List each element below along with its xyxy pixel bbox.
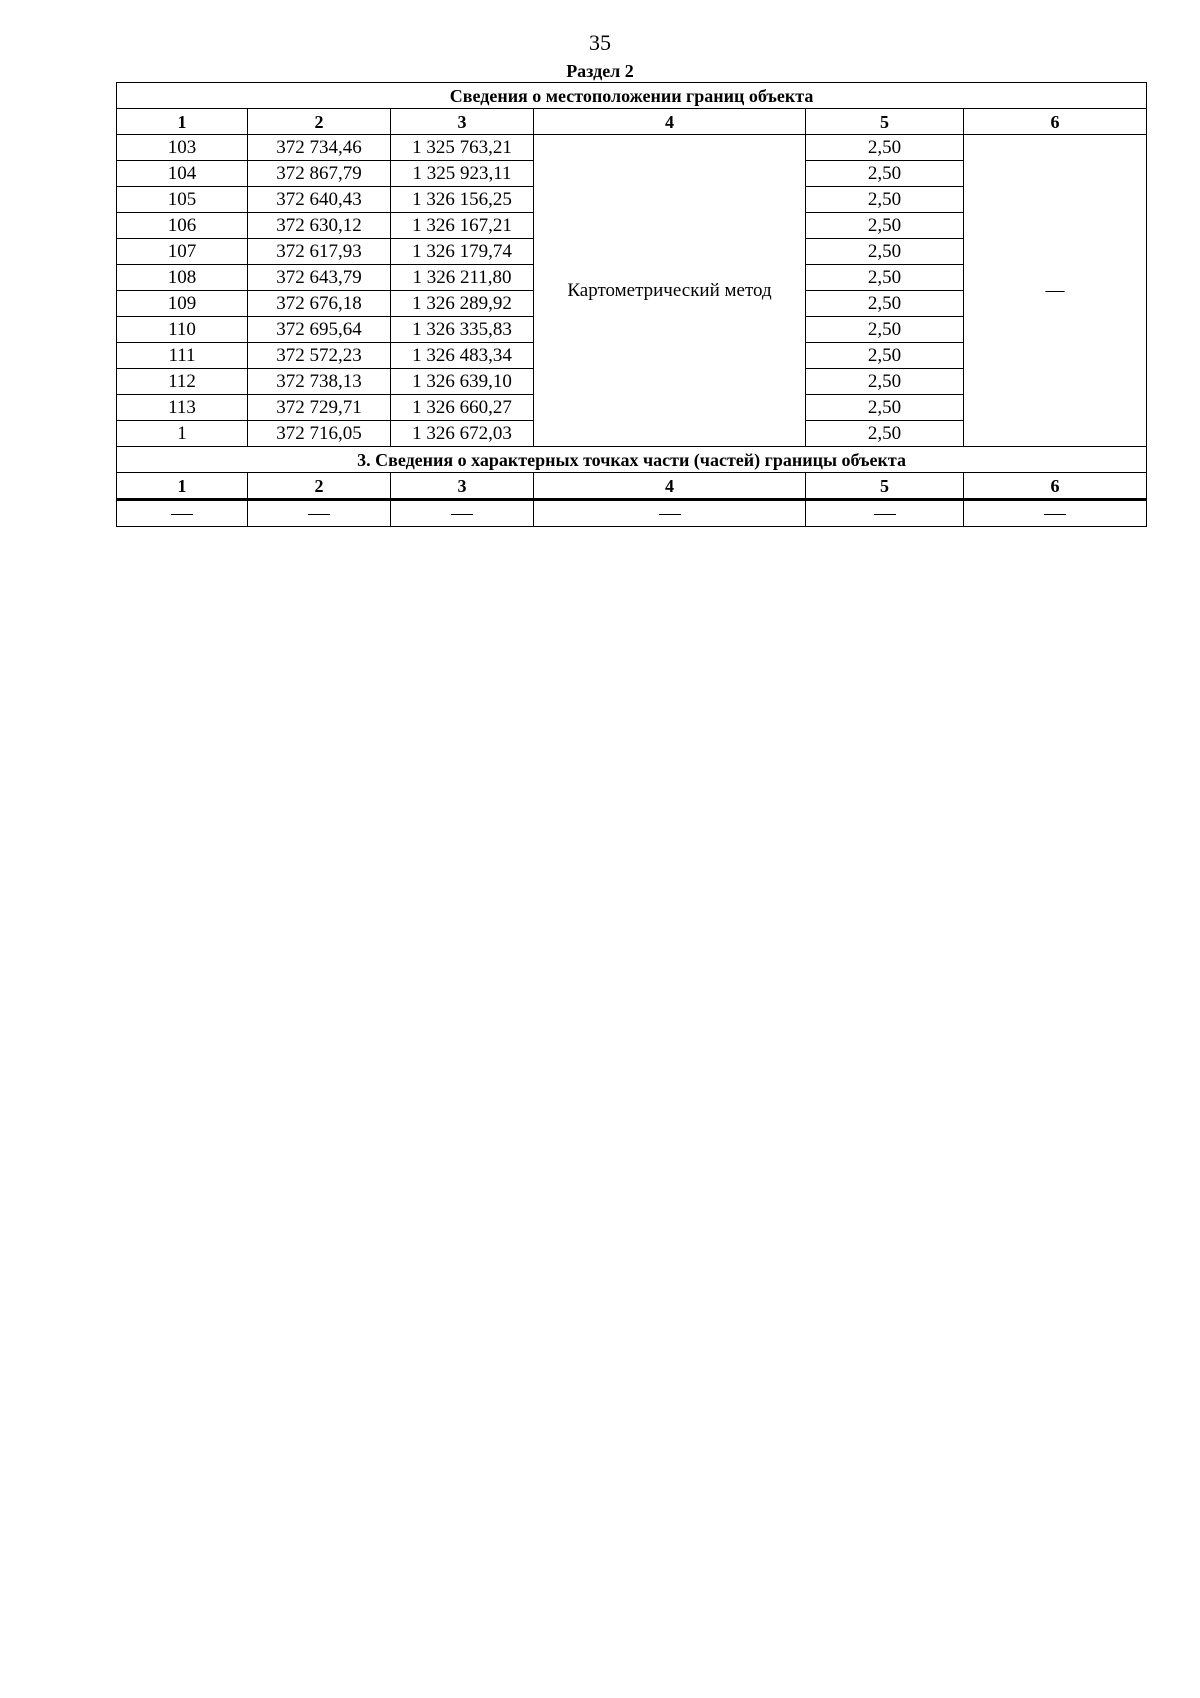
error-cell: 2,50 <box>806 135 964 161</box>
empty-cell <box>806 500 964 527</box>
dash-mark <box>874 514 896 515</box>
page-number: 35 <box>589 30 611 55</box>
error-cell: 2,50 <box>806 187 964 213</box>
empty-cell <box>534 500 806 527</box>
point-number-cell: 1 <box>117 421 248 447</box>
error-cell: 2,50 <box>806 343 964 369</box>
table2-column-numbers <box>117 473 1147 500</box>
table1-title: Сведения о местоположении границ объекта <box>117 83 1147 109</box>
section-title: Раздел 2 <box>566 61 634 81</box>
column-number: 5 <box>806 109 964 135</box>
table2-empty-row <box>117 500 1147 527</box>
point-number-cell: 112 <box>117 369 248 395</box>
point-number-cell: 110 <box>117 317 248 343</box>
error-cell: 2,50 <box>806 161 964 187</box>
table-row <box>117 135 1147 161</box>
dash-mark <box>171 514 193 515</box>
error-cell: 2,50 <box>806 213 964 239</box>
column-number: 4 <box>534 473 806 500</box>
x-coordinate-cell: 372 729,71 <box>248 395 391 421</box>
empty-cell <box>964 500 1147 527</box>
y-coordinate-cell: 1 326 483,34 <box>391 343 534 369</box>
empty-cell <box>248 500 391 527</box>
y-coordinate-cell: 1 326 639,10 <box>391 369 534 395</box>
dash-mark <box>659 514 681 515</box>
table1-column-numbers <box>117 109 1147 135</box>
y-coordinate-cell: 1 326 289,92 <box>391 291 534 317</box>
dash-mark <box>451 514 473 515</box>
y-coordinate-cell: 1 325 923,11 <box>391 161 534 187</box>
y-coordinate-cell: 1 326 211,80 <box>391 265 534 291</box>
error-cell: 2,50 <box>806 395 964 421</box>
column-number: 5 <box>806 473 964 500</box>
error-cell: 2,50 <box>806 369 964 395</box>
y-coordinate-cell: 1 326 672,03 <box>391 421 534 447</box>
table2-title: 3. Сведения о характерных точках части (частей) границы объекта <box>117 447 1147 473</box>
error-cell: 2,50 <box>806 265 964 291</box>
table2-title-row <box>117 447 1147 473</box>
column-number: 2 <box>248 109 391 135</box>
boundary-table <box>116 82 1147 527</box>
error-cell: 2,50 <box>806 291 964 317</box>
y-coordinate-cell: 1 326 335,83 <box>391 317 534 343</box>
point-number-cell: 113 <box>117 395 248 421</box>
column-number: 3 <box>391 109 534 135</box>
error-cell: 2,50 <box>806 317 964 343</box>
point-number-cell: 105 <box>117 187 248 213</box>
column-number: 1 <box>117 109 248 135</box>
column-number: 3 <box>391 473 534 500</box>
x-coordinate-cell: 372 617,93 <box>248 239 391 265</box>
point-number-cell: 109 <box>117 291 248 317</box>
point-number-cell: 104 <box>117 161 248 187</box>
method-cell: Картометрический метод <box>534 135 806 447</box>
point-number-cell: 108 <box>117 265 248 291</box>
x-coordinate-cell: 372 640,43 <box>248 187 391 213</box>
table1-title-row <box>117 83 1147 109</box>
dash-mark <box>1044 514 1066 515</box>
point-number-cell: 103 <box>117 135 248 161</box>
x-coordinate-cell: 372 695,64 <box>248 317 391 343</box>
x-coordinate-cell: 372 738,13 <box>248 369 391 395</box>
y-coordinate-cell: 1 326 660,27 <box>391 395 534 421</box>
x-coordinate-cell: 372 716,05 <box>248 421 391 447</box>
column-number: 6 <box>964 109 1147 135</box>
error-cell: 2,50 <box>806 421 964 447</box>
x-coordinate-cell: 372 630,12 <box>248 213 391 239</box>
point-number-cell: 107 <box>117 239 248 265</box>
y-coordinate-cell: 1 325 763,21 <box>391 135 534 161</box>
column-number: 1 <box>117 473 248 500</box>
empty-cell <box>117 500 248 527</box>
column-number: 4 <box>534 109 806 135</box>
column-number: 6 <box>964 473 1147 500</box>
column-number: 2 <box>248 473 391 500</box>
point-number-cell: 106 <box>117 213 248 239</box>
x-coordinate-cell: 372 867,79 <box>248 161 391 187</box>
error-cell: 2,50 <box>806 239 964 265</box>
x-coordinate-cell: 372 643,79 <box>248 265 391 291</box>
y-coordinate-cell: 1 326 156,25 <box>391 187 534 213</box>
x-coordinate-cell: 372 572,23 <box>248 343 391 369</box>
empty-cell <box>391 500 534 527</box>
x-coordinate-cell: 372 734,46 <box>248 135 391 161</box>
dash-mark <box>308 514 330 515</box>
x-coordinate-cell: 372 676,18 <box>248 291 391 317</box>
y-coordinate-cell: 1 326 167,21 <box>391 213 534 239</box>
y-coordinate-cell: 1 326 179,74 <box>391 239 534 265</box>
point-number-cell: 111 <box>117 343 248 369</box>
column6-cell: — <box>964 135 1147 447</box>
